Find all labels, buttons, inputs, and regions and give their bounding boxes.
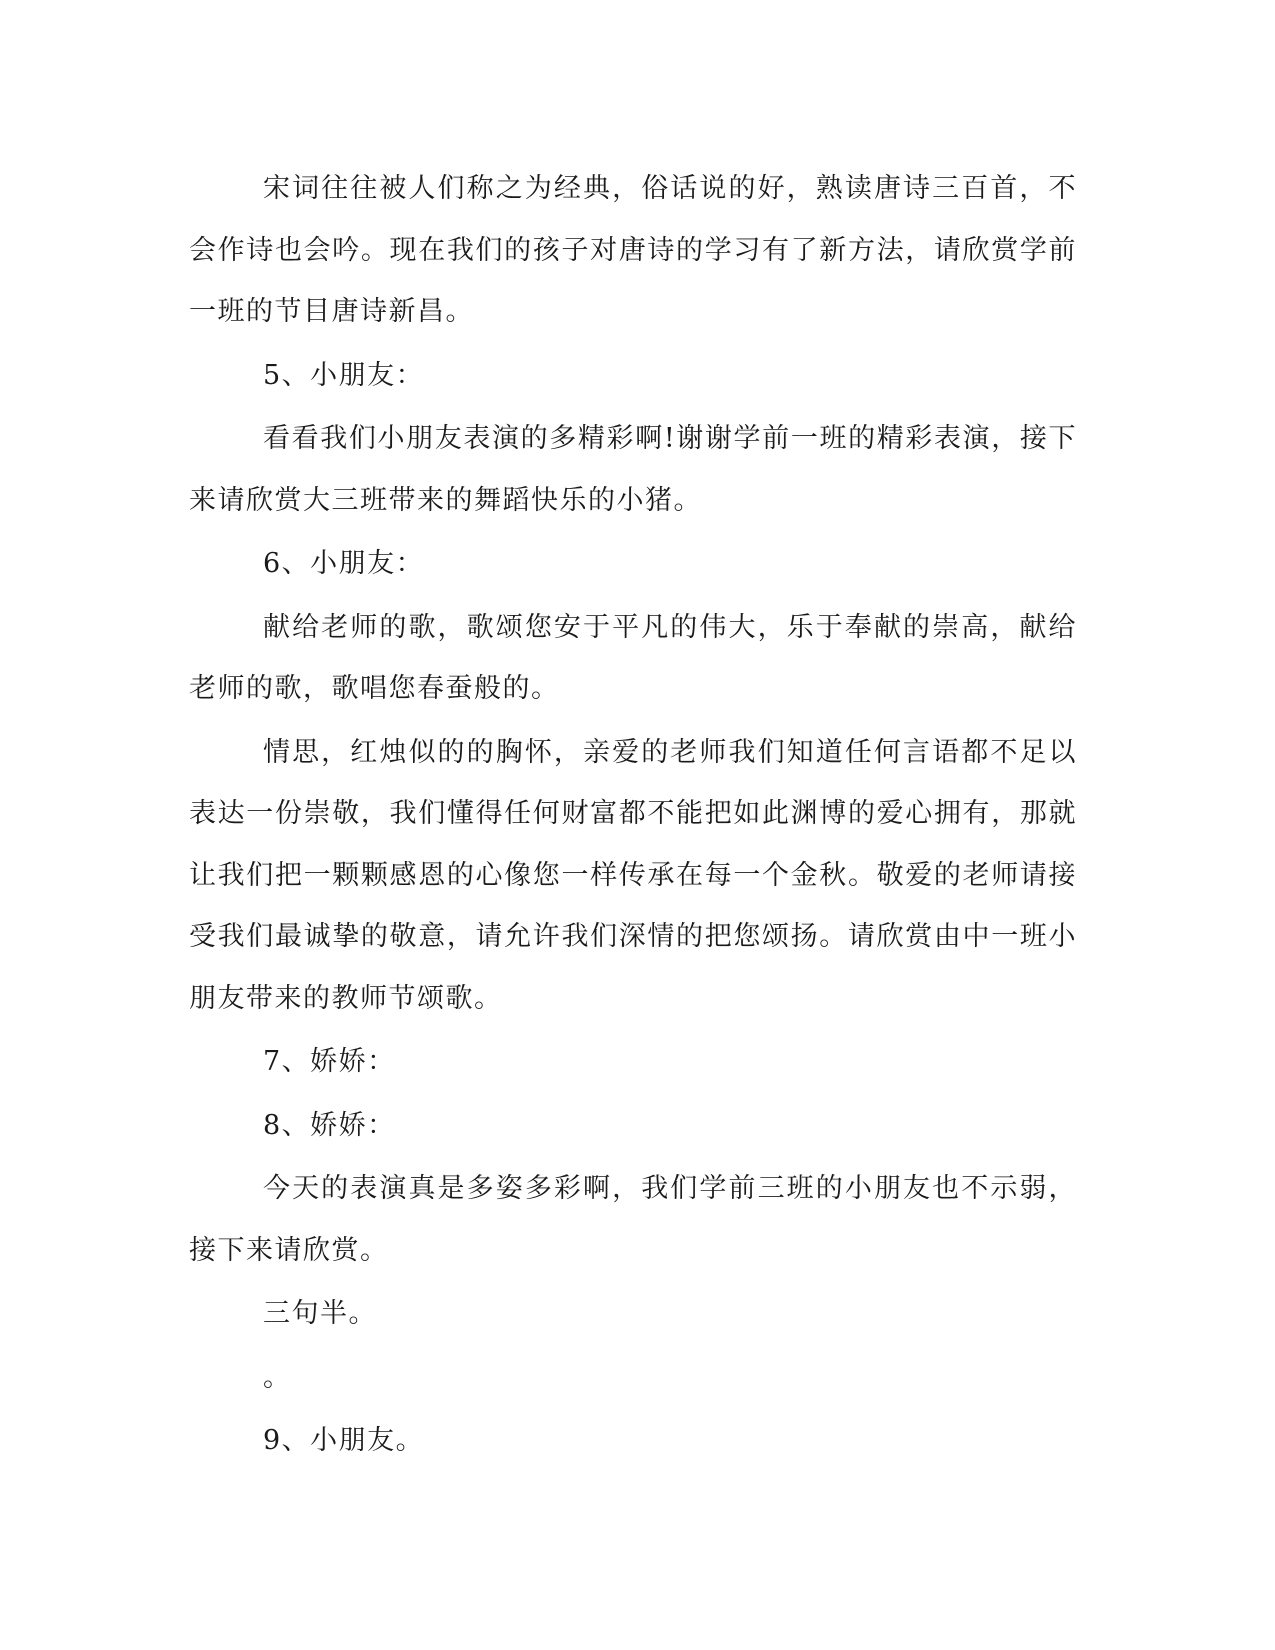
paragraph-item-5-text: 看看我们小朋友表演的多精彩啊!谢谢学前一班的精彩表演，接下来请欣赏大三班带来的舞蹈快乐的小猪。: [189, 423, 1077, 516]
paragraph-program-name: 三句半。: [263, 1298, 377, 1329]
paragraph-item-6-text: 献给老师的歌，歌颂您安于平凡的伟大，乐于奉献的崇高，献给老师的歌，歌唱您春蚕般的。: [189, 611, 1077, 704]
paragraph-item-6-heading: 6、小朋友：: [263, 548, 425, 579]
paragraph-item-7-heading: 7、娇娇：: [263, 1046, 396, 1077]
paragraph-period: 。: [263, 1361, 292, 1393]
paragraph-teacher-tribute: 情思，红烛似的的胸怀，亲爱的老师我们知道任何言语都不足以表达一份崇敬，我们懂得任何财富都不能把如此渊博的爱心拥有，那就让我们把一颗颗感恩的心像您一样传承在每一个金秋。敬爱的老师请接受我们最诚挚的敬意，请允许我们深情的把您颂扬。请欣赏由中一班小朋友带来的教师节颂歌。: [189, 736, 1077, 1014]
paragraph-item-8-heading: 8、娇娇：: [263, 1109, 396, 1141]
paragraph-item-9-heading: 9、小朋友。: [263, 1425, 425, 1456]
document-body: [189, 158, 1077, 1474]
paragraph-item-5-heading: 5、小朋友：: [263, 359, 425, 391]
paragraph-intro-tang-poetry: 宋词往往被人们称之为经典，俗话说的好，熟读唐诗三百首，不会作诗也会吟。现在我们的孩子对唐诗的学习有了新方法，请欣赏学前一班的节目唐诗新昌。: [189, 173, 1077, 327]
paragraph-item-8-text: 今天的表演真是多姿多彩啊，我们学前三班的小朋友也不示弱，接下来请欣赏。: [189, 1173, 1077, 1266]
